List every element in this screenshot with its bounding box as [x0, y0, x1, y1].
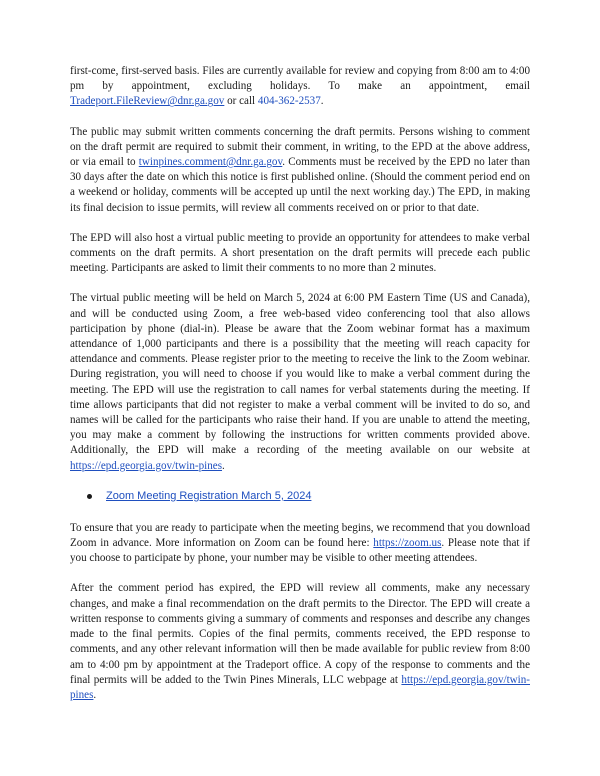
file-review-email-link[interactable]: Tradeport.FileReview@dnr.ga.gov: [70, 95, 225, 108]
paragraph-virtual-meeting-intro: [70, 231, 530, 277]
phone-number[interactable]: 404-362-2537: [257, 95, 321, 108]
text: first-come, first-served basis. Files are currently available for review and copying from 8:00 am to 4:00 pm by appointment, excluding holidays. To make an appointment, email: [70, 65, 530, 93]
twin-pines-webpage-link[interactable]: https://epd.georgia.gov/twin-pines: [70, 673, 530, 701]
text: .: [222, 459, 225, 472]
paragraph-comment-period-followup: [70, 581, 530, 703]
text: . Comments must be received by the EPD no later than 30 days after the date on which this notice is first published online. (Should the comment period end on a weekend or holiday, comments will be accepted up until the next working day.) The EPD, in making its final decision to issue permits, will review all comments received on or prior to that date.: [70, 156, 530, 214]
text: or call: [224, 95, 258, 108]
text: The EPD will also host a virtual public meeting to provide an opportunity for attendees to make verbal comments on the draft permits. A short presentation on the draft permits will precede each public meeting. Participants are asked to limit their comments to no more than 2 minutes.: [70, 231, 530, 275]
twin-pines-website-link[interactable]: https://epd.georgia.gov/twin-pines: [70, 459, 223, 472]
document-page: [70, 64, 530, 703]
zoom-website-link[interactable]: https://zoom.us: [373, 537, 442, 550]
paragraph-file-review: [70, 64, 530, 110]
paragraph-zoom-info: [70, 521, 530, 567]
text: After the comment period has expired, the EPD will review all comments, make any necessary changes, and make a final recommendation on the draft permits to the Director. The EPD will create a written response to comments giving a summary of comments and responses and describe any changes made to the final permits. Copies of the final permits, comments received, the EPD response to comments, and any other relevant information will then be made available for public review from 8:00 am to 4:00 pm by appointment at the Tradeport office. A copy of the response to comments and the final permits will be added to the Twin Pines Minerals, LLC webpage at: [70, 582, 530, 686]
comment-email-link[interactable]: twinpines.comment@dnr.ga.gov: [138, 156, 283, 169]
zoom-registration-link[interactable]: Zoom Meeting Registration March 5, 2024: [106, 489, 312, 502]
bullet-icon: [87, 494, 92, 499]
text: .: [93, 688, 97, 701]
text: The public may submit written comments concerning the draft permits. Persons wishing to comment on the draft permit are required to submit their comment, in writing, to the EPD at the above address, or via email to: [70, 125, 530, 169]
text: .: [320, 95, 324, 108]
text: To ensure that you are ready to participate when the meeting begins, we recommend that you download Zoom in advance. More information on Zoom can be found here:: [70, 521, 530, 550]
text: . Please note that if you choose to participate by phone, your number may be visible to other meeting attendees.: [70, 537, 530, 565]
zoom-registration-list-item: [70, 489, 530, 504]
paragraph-virtual-meeting-details: [70, 291, 530, 473]
text: The virtual public meeting will be held on March 5, 2024 at 6:00 PM Eastern Time (US and Canada), and will be conducted using Zoom, a free web-based video conferencing tool that also allows participation by phone (dial-in). Please be aware that the Zoom webinar format has a maximum attendance of 1,000 participants and there is a possibility that the meeting will reach capacity for attendance and comments. Please register prior to the meeting to receive the link to the Zoom webinar. During registration, you will need to choose if you would like to make a verbal comment during the meeting. The EPD will use the registration to call names for verbal statements during the meeting. If time allows participants that did not register to make a verbal comment will be invited to do so, and names will be called for the participants who raise their hand. If you are unable to attend the meeting, you may make a comment by following the instructions for written comments provided above. Additionally, the EPD will make a recording of the meeting available on our website at: [70, 292, 530, 457]
paragraph-written-comments: [70, 125, 530, 216]
